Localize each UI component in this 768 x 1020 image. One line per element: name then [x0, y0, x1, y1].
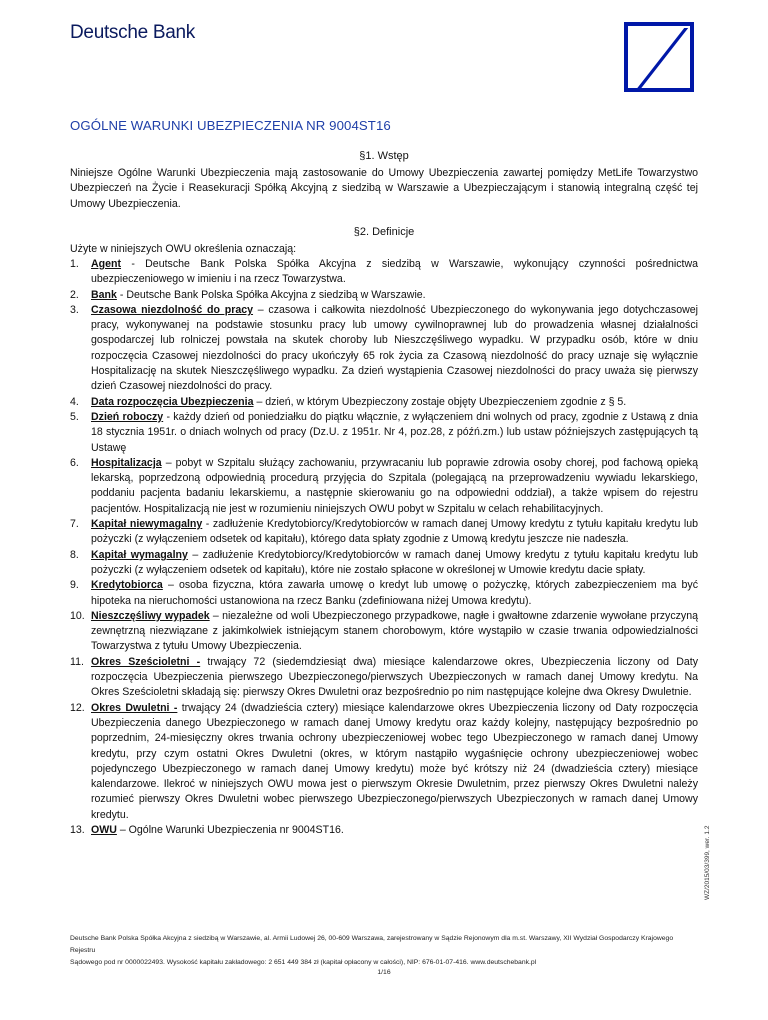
definition-item: [70, 609, 698, 655]
definition-item: [70, 655, 698, 701]
definition-text: – osoba fizyczna, która zawarła umowę o kredyt lub umowę o pożyczkę, których zabezpieczeniem ma być hipoteka na nieruchomości ustanowiona na rzecz Banku (zdefiniowana niżej Umowa kredytu).: [91, 579, 698, 607]
definition-item: [70, 395, 698, 410]
definition-text: trwający 24 (dwadzieścia cztery) miesiące kalendarzowe okres Ubezpieczenia liczony od Daty rozpoczęcia Ubezpieczenia danego Ubezpieczonego w ramach danej Umowy kredytu oraz każdy kolejny, następujący bezpośrednio po poprzednim, 24-miesięczny okres trwania ochrony ubezpieczeniowej wobec tego Ubezpieczonego w ramach danej Umowy kredytu, przy czym ostatni Okres Dwuletni (okres, w którym nastąpiło wygaśnięcie ochrony ubezpieczeniowej wobec pojedynczego Ubezpieczonego w ramach danej Umowy kredytu) może być krótszy niż 24 (dwadzieścia cztery) miesiące kalendarzowe. Ilekroć w niniejszych OWU mowa jest o pierwszym Okresie Dwuletnim, przez pierwszy Okres Dwuletni należy rozumieć pierwszy Okres Dwuletni wobec pierwszego Ubezpieczonego/pierwszych Ubezpieczonych w ramach danej Umowy kredytu.: [91, 701, 699, 821]
page-number: 1/16: [377, 969, 391, 976]
definition-term: Okres Dwuletni -: [91, 701, 178, 714]
definition-text: – Ogólne Warunki Ubezpieczenia nr 9004ST16.: [116, 823, 344, 836]
definition-term: Kapitał niewymagalny: [91, 518, 203, 531]
definition-item: [70, 410, 698, 456]
definition-item: [70, 456, 698, 517]
definition-item: [70, 303, 698, 395]
definition-item: [70, 257, 698, 288]
definition-text: – zadłużenie Kredytobiorcy/Kredytobiorców w ramach danej Umowy kredytu z tytułu kapitału kredytu lub pożyczki (z wyłączeniem odsetek od kapitału), które nie zostało spłacone w określonej w Umowie kredytu dacie spłaty.: [91, 548, 698, 576]
definition-term: Agent: [91, 258, 122, 270]
definition-term: Bank: [91, 288, 117, 301]
footer-line-2: Sądowego pod nr 0000022493. Wysokość kapitału zakładowego: 2 651 449 384 zł (kapitał opłacony w całości), NIP: 676-01-07-416. www.deutschebank.pl: [70, 959, 537, 966]
definition-text: – niezależne od woli Ubezpieczonego przypadkowe, nagłe i gwałtowne zdarzenie wywołane przyczyną zewnętrzną niezwiązane z jakimkolwiek istniejącym stanem chorobowym, które wystąpiło w czasie trwania odpowiedzialności Towarzystwa z tytułu Umowy Ubezpieczenia.: [91, 609, 698, 653]
definition-item: [70, 701, 698, 823]
definition-term: Hospitalizacja: [91, 456, 162, 469]
definition-text: - każdy dzień od poniedziałku do piątku włącznie, z wyłączeniem dni wolnych od pracy, zgodnie z Ustawą z dnia 18 stycznia 1951r. o dniach wolnych od pracy (Dz.U. z 1951r. Nr 4, poz.28, z późń.zm.) lub ustaw późniejszych zastępujących tą Ustawę: [91, 410, 698, 454]
definition-text: – dzień, w którym Ubezpieczony zostaje objęty Ubezpieczeniem zgodnie z § 5.: [253, 395, 627, 408]
side-code-wrap: [704, 825, 716, 1020]
definition-term: Kredytobiorca: [91, 579, 163, 592]
footer-line-1: Deutsche Bank Polska Spółka Akcyjna z siedzibą w Warszawie, al. Armii Ludowej 26, 00-609 Warszawa, zarejestrowany w Sądzie Rejonowym dla m.st. Warszawy, XII Wydział Gospodarczy Krajowego Rejestru: [70, 935, 674, 954]
definition-item: [70, 823, 698, 838]
definitions-intro: Użyte w niniejszych OWU określenia oznaczają:: [70, 243, 297, 255]
section-1-heading: §1. Wstęp: [359, 150, 409, 162]
definition-text: – czasowa i całkowita niezdolność Ubezpieczonego do wykonywania jego dotychczasowej pracy, wykonywanej na podstawie stosunku pracy lub umowy cywilnoprawnej lub do prowadzenia własnej działalności gospodarczej lub rolniczej powstała na skutek choroby lub Nieszczęśliwego wypadku. W przypadku osób, które w dniu rozpoczęcia Czasowej niezdolności do pracy ukończyły 65 rok życia za Czasową niezdolność do pracy uznaje się wyłącznie Hospitalizację na skutek Nieszczęśliwego wypadku. Za dzień wystąpienia Czasowej niezdolności do pracy uważa się pierwszy dzień Czasowej niezdolności do pracy.: [91, 303, 698, 393]
definition-number: 12.: [70, 701, 85, 714]
definition-number: 7.: [70, 518, 79, 531]
definition-number: 11.: [70, 655, 84, 668]
definition-term: Kapitał wymagalny: [91, 548, 188, 561]
deutsche-bank-logo-icon: [624, 22, 694, 92]
definition-item: [70, 578, 698, 609]
definition-number: 1.: [70, 258, 79, 270]
definition-text: - Deutsche Bank Polska Spółka Akcyjna z siedzibą w Warszawie.: [116, 288, 426, 301]
section-1-text: Niniejsze Ogólne Warunki Ubezpieczenia mają zastosowanie do Umowy Ubezpieczenia zawartej pomiędzy MetLife Towarzystwo Ubezpieczeń na Życie i Reasekuracji Spółką Akcyjną z siedzibą w Warszawie a Ubezpieczającym i stanowią integralną część tej Umowy Ubezpieczenia.: [70, 167, 698, 210]
definition-text: – pobyt w Szpitalu służący zachowaniu, przywracaniu lub poprawie zdrowia osoby chorej, pod fachową opieką lekarską, poprzedzoną odpowiednią procedurą przyjęcia do Szpitala (polegającą na przeprowadzeniu wywiadu lekarskiego, poddaniu pacjenta badaniu lekarskiemu, a następnie skierowaniu go na odpowiedni oddział), a także wpisem do rejestru pacjentów. Hospitalizacją nie jest w rozumieniu niniejszych OWU pobyt w Szpitalu w celach rehabilitacyjnych.: [91, 456, 698, 515]
definition-number: 3.: [70, 303, 79, 316]
definition-term: Data rozpoczęcia Ubezpieczenia: [91, 395, 254, 408]
definition-text: - Deutsche Bank Polska Spółka Akcyjna z siedzibą w Warszawie, wykonujący czynności pośrednictwa ubezpieczeniowego w imieniu i na rzecz Towarzystwa.: [91, 258, 698, 286]
footer: [70, 933, 698, 969]
definition-item: [70, 517, 698, 548]
definition-text: - zadłużenie Kredytobiorcy/Kredytobiorców w ramach danej Umowy kredytu z tytułu kapitału kredytu lub pożyczki (z wyłączeniem odsetek od kapitału), którego data spłaty zgodnie z Umową kredytu jeszcze nie nadeszła.: [91, 518, 699, 546]
definition-term: Dzień roboczy: [91, 410, 164, 423]
definition-number: 13.: [70, 823, 85, 836]
definition-term: Okres Sześcioletni -: [91, 655, 201, 668]
definition-number: 9.: [70, 579, 79, 592]
definition-number: 4.: [70, 395, 79, 408]
document-code: WZ/2015/03/399, wer. 1.2: [704, 825, 711, 900]
brand-name: Deutsche Bank: [70, 22, 195, 43]
definitions-list: [70, 257, 698, 838]
definition-text: trwający 72 (siedemdziesiąt dwa) miesiące kalendarzowe okres, Ubezpieczenia liczony od Daty rozpoczęcia Ubezpieczenia pierwszego Ubezpieczonego/pierwszych Ubezpieczonych w ramach danej Umowy kredytu. Na Okres Sześcioletni składają się: pierwszy Okres Dwuletni oraz bezpośrednio po nim następujące kolejne dwa Okresy Dwuletnie.: [91, 655, 698, 699]
definition-number: 10.: [70, 609, 85, 622]
definition-number: 5.: [70, 410, 79, 423]
definition-number: 6.: [70, 456, 79, 469]
definition-number: 2.: [70, 288, 79, 301]
document-title: OGÓLNE WARUNKI UBEZPIECZENIA NR 9004ST16: [70, 118, 391, 133]
definition-item: [70, 288, 698, 303]
definition-term: Nieszczęśliwy wypadek: [91, 609, 210, 622]
definition-item: [70, 548, 698, 579]
definition-term: Czasowa niezdolność do pracy: [91, 303, 254, 316]
definition-number: 8.: [70, 548, 79, 561]
section-2-heading: §2. Definicje: [353, 226, 415, 238]
definition-term: OWU: [91, 823, 117, 836]
